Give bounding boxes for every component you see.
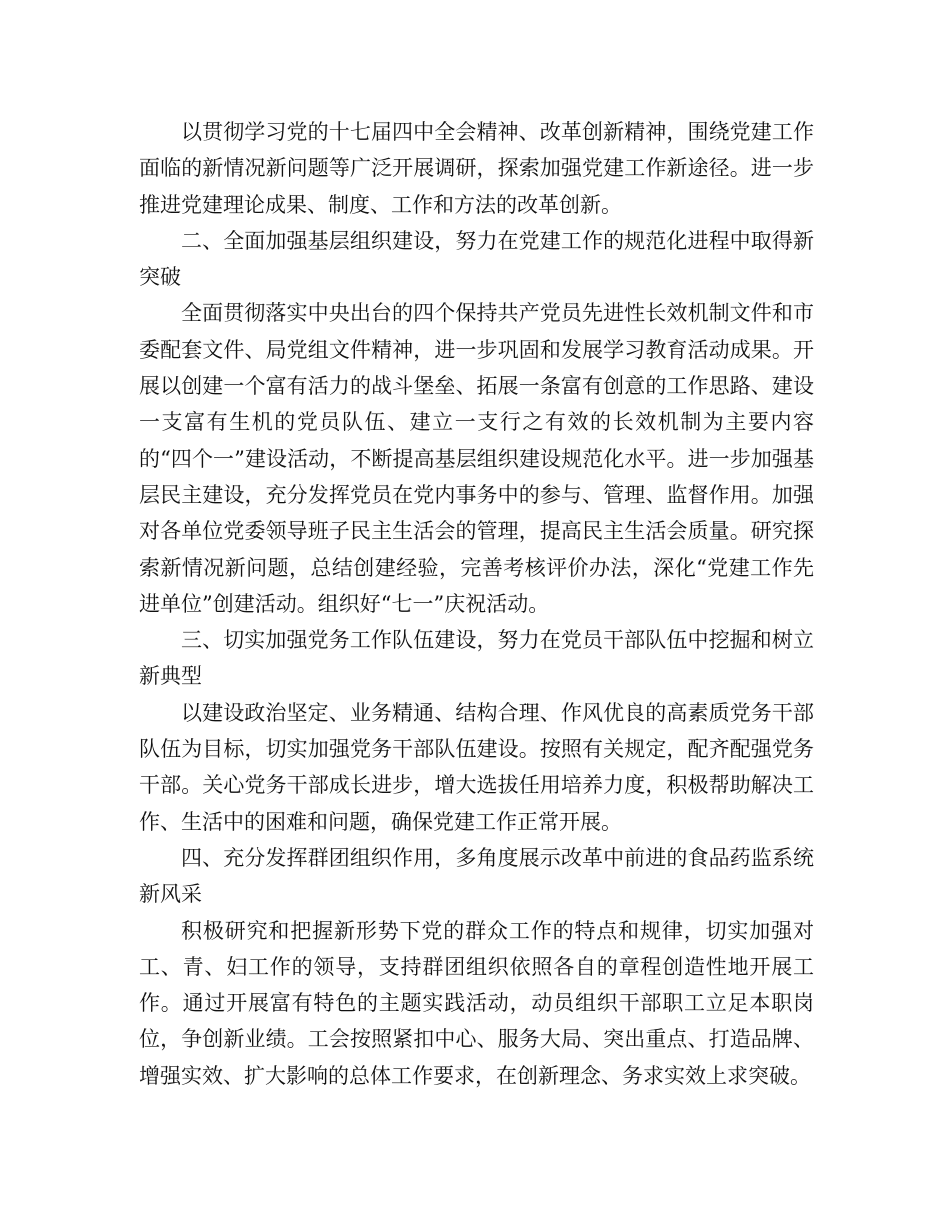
section-heading-three: 三、切实加强党务工作队伍建设，努力在党员干部队伍中挖掘和树立新典型 (139, 628, 814, 689)
paragraph-study-reform: 以贯彻学习党的十七届四中全会精神、改革创新精神，围绕党建工作面临的新情况新问题等广泛开展调研，探索加强党建工作新途径。进一步推进党建理论成果、制度、工作和方法的改革创新。 (139, 120, 814, 217)
paragraph-party-cadre-team: 以建设政治坚定、业务精通、结构合理、作风优良的高素质党务干部队伍为目标，切实加强党务干部队伍建设。按照有关规定，配齐配强党务干部。关心党务干部成长进步，增大选拔任用培养力度，积极帮助解决工作、生活中的困难和问题，确保党建工作正常开展。 (139, 700, 814, 834)
section-heading-four: 四、充分发挥群团组织作用，多角度展示改革中前进的食品药监系统新风采 (139, 845, 814, 907)
document-body (139, 114, 814, 1094)
section-heading-two: 二、全面加强基层组织建设，努力在党建工作的规范化进程中取得新突破 (139, 228, 814, 290)
paragraph-mass-organizations: 积极研究和把握新形势下党的群众工作的特点和规律，切实加强对工、青、妇工作的领导，支持群团组织依照各自的章程创造性地开展工作。通过开展富有特色的主题实践活动，动员组织干部职工立足本职岗位，争创新业绩。工会按照紧扣中心、服务大局、突出重点、打造品牌、增强实效、扩大影响的总体工作要求，在创新理念、务求实效上求突破。 (139, 918, 814, 1088)
paragraph-grassroots-organization: 全面贯彻落实中央出台的四个保持共产党员先进性长效机制文件和市委配套文件、局党组文件精神，进一步巩固和发展学习教育活动成果。开展以创建一个富有活力的战斗堡垒、拓展一条富有创意的工作思路、建设一支富有生机的党员队伍、建立一支行之有效的长效机制为主要内容的“四个一”建设活动，不断提高基层组织建设规范化水平。进一步加强基层民主建设，充分发挥党员在党内事务中的参与、管理、监督作用。加强对各单位党委领导班子民主生活会的管理，提高民主生活会质量。研究探索新情况新问题，总结创建经验，完善考核评价办法，深化“党建工作先进单位”创建活动。组织好“七一”庆祝活动。 (139, 301, 814, 616)
